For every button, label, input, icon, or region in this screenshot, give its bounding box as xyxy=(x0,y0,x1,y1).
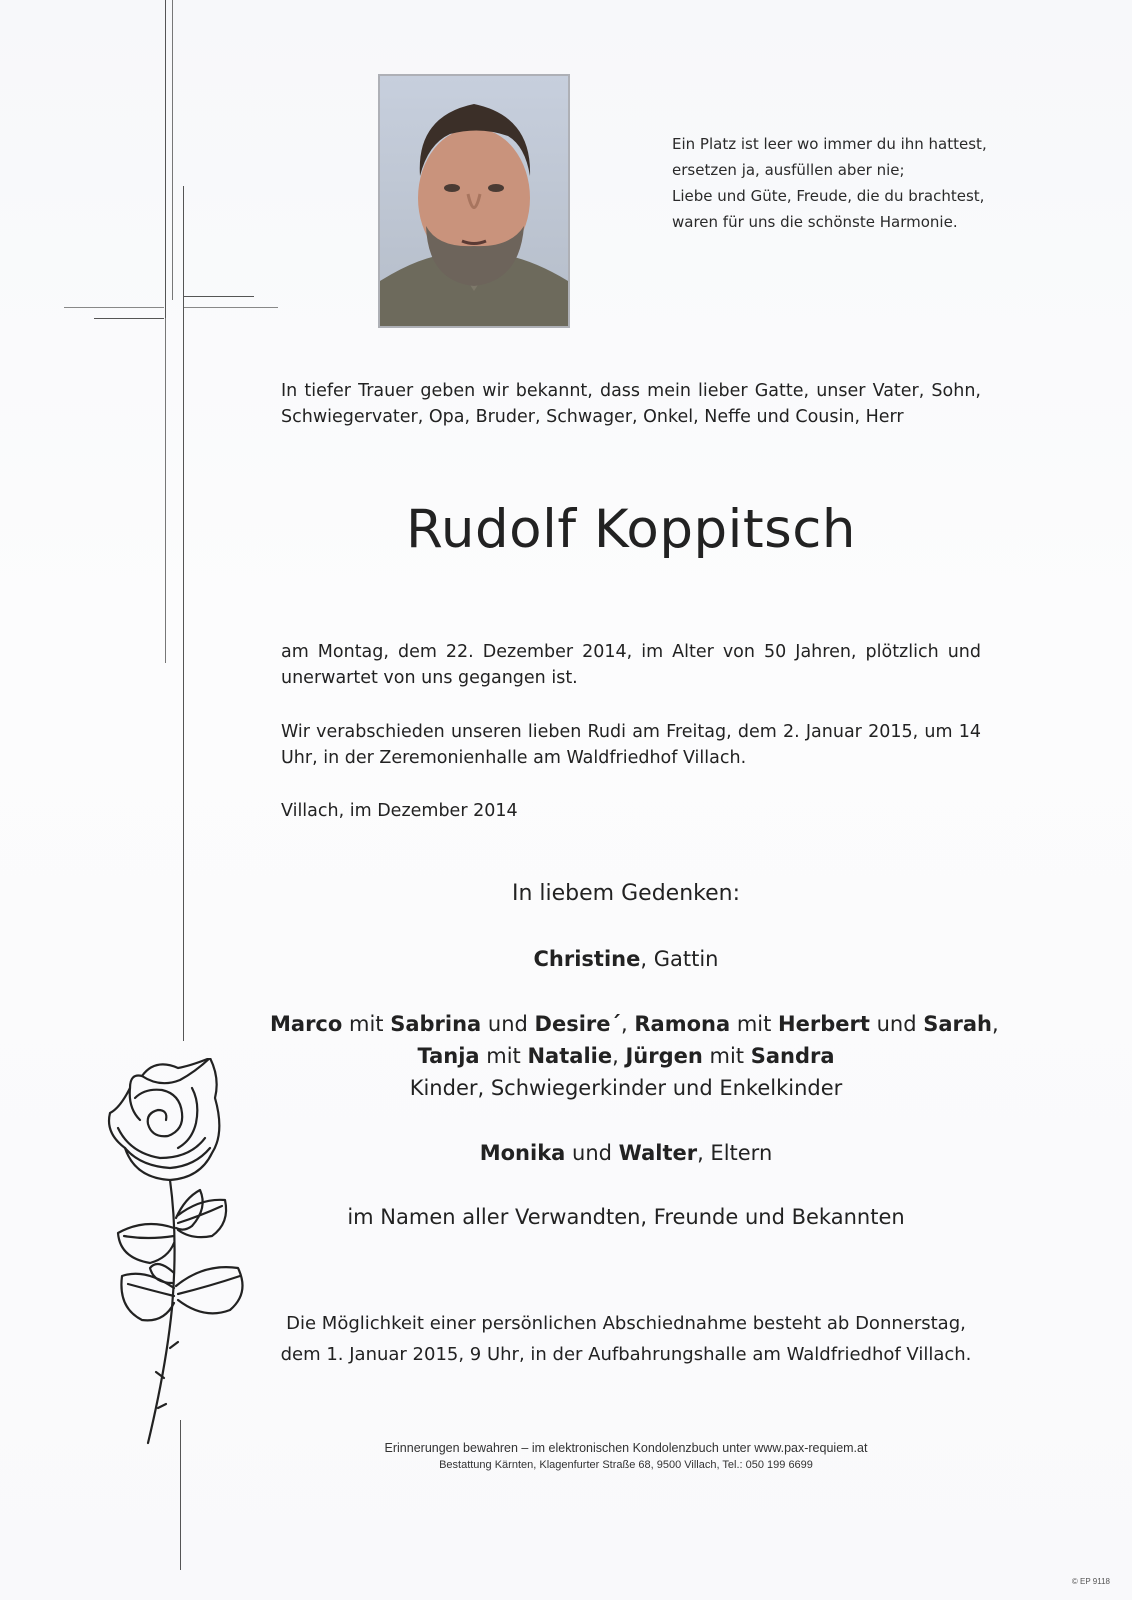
mourner-name: Jürgen xyxy=(625,1044,703,1068)
print-code: © EP 9118 xyxy=(1071,1577,1110,1586)
connector-text: und xyxy=(565,1141,619,1165)
cross-bar-right xyxy=(184,307,278,308)
death-notice: am Montag, dem 22. Dezember 2014, im Alter von 50 Jahren, plötzlich und unerwartet von uns gegangen ist. xyxy=(281,642,981,688)
mourner-name: Sabrina xyxy=(390,1012,482,1036)
cross-bar-left xyxy=(64,307,164,308)
mourner-spouse xyxy=(270,943,982,975)
mourner-name: Monika xyxy=(479,1141,566,1165)
mourner-parents xyxy=(270,1137,982,1169)
mourner-name: Herbert xyxy=(778,1012,870,1036)
portrait-photo xyxy=(378,74,570,328)
cross-bar-right-upper xyxy=(184,296,254,297)
connector-text: mit xyxy=(479,1044,528,1068)
connector-text: und xyxy=(869,1012,924,1036)
footer-address-line: Bestattung Kärnten, Klagenfurter Straße 68, 9500 Villach, Tel.: 050 199 6699 xyxy=(439,1459,813,1471)
cross-line-left-inner xyxy=(172,0,173,300)
mourner-children-line-1 xyxy=(270,1008,999,1040)
poem-line: ersetzen ja, ausfüllen aber nie; xyxy=(672,161,905,179)
connector-text: , xyxy=(621,1012,635,1036)
viewing-notice xyxy=(270,1308,982,1370)
memory-heading: In liebem Gedenken: xyxy=(512,881,740,906)
viewing-line: dem 1. Januar 2015, 9 Uhr, in der Aufbahrungshalle am Waldfriedhof Villach. xyxy=(280,1344,972,1365)
mourner-name: Sandra xyxy=(750,1044,835,1068)
connector-text: mit xyxy=(702,1044,751,1068)
mourner-name: Marco xyxy=(270,1012,343,1036)
memorial-poem xyxy=(672,131,1002,235)
mourner-name: Sarah xyxy=(923,1012,992,1036)
mourner-children-label: Kinder, Schwiegerkinder und Enkelkinder xyxy=(409,1076,843,1100)
poem-line: Ein Platz ist leer wo immer du ihn hattest, xyxy=(672,135,987,153)
viewing-line: Die Möglichkeit einer persönlichen Abschiednahme besteht ab Donnerstag, xyxy=(286,1313,966,1334)
mourner-children-line-2 xyxy=(270,1040,982,1072)
mourner-name: Desire´ xyxy=(534,1012,622,1036)
announcement-intro: In tiefer Trauer geben wir bekannt, dass mein lieber Gatte, unser Vater, Sohn, Schwiegervater, Opa, Bruder, Schwager, Onkel, Neffe und Cousin, Herr xyxy=(281,381,981,427)
connector-text: mit xyxy=(342,1012,391,1036)
deceased-name: Rudolf Koppitsch xyxy=(405,499,856,560)
connector-text: , xyxy=(612,1044,626,1068)
place-date: Villach, im Dezember 2014 xyxy=(281,801,518,821)
mourner-all-relatives: im Namen aller Verwandten, Freunde und Bekannten xyxy=(347,1205,905,1229)
rose-icon xyxy=(100,1058,280,1448)
connector-text: und xyxy=(481,1012,535,1036)
poem-line: Liebe und Güte, Freude, die du brachtest, xyxy=(672,187,985,205)
connector-text: , xyxy=(992,1012,999,1036)
mourner-name: Natalie xyxy=(527,1044,613,1068)
cross-bar-left-inner xyxy=(94,318,164,319)
mourner-relation: , Eltern xyxy=(697,1141,773,1165)
poem-line: waren für uns die schönste Harmonie. xyxy=(672,213,958,231)
footer-condolence-line: Erinnerungen bewahren – im elektronischen Kondolenzbuch unter www.pax-requiem.at xyxy=(384,1441,868,1455)
connector-text: mit xyxy=(730,1012,779,1036)
mourner-name: Ramona xyxy=(634,1012,731,1036)
cross-line-lower xyxy=(165,318,166,663)
cross-line-right xyxy=(183,186,184,1041)
farewell-notice: Wir verabschieden unseren lieben Rudi am Freitag, dem 2. Januar 2015, um 14 Uhr, in der Zeremonienhalle am Waldfriedhof Villach. xyxy=(281,722,981,768)
mourner-name: Tanja xyxy=(417,1044,480,1068)
mourner-name: Christine xyxy=(533,947,641,971)
mourner-relation: , Gattin xyxy=(640,947,719,971)
mourner-name: Walter xyxy=(618,1141,698,1165)
